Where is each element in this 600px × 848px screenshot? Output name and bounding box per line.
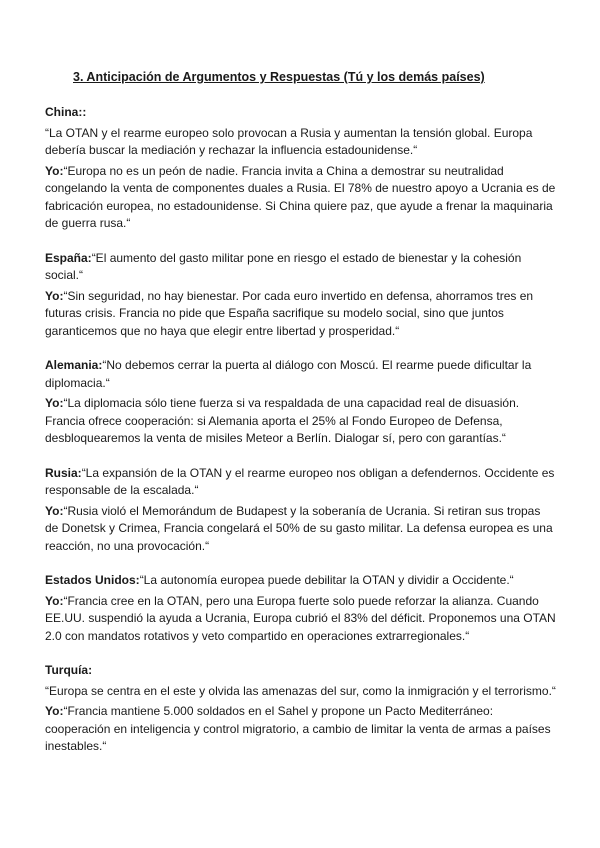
reply-label: Yo: (45, 704, 64, 718)
country-name: Turquía: (45, 663, 93, 677)
reply-text: “Sin seguridad, no hay bienestar. Por cada euro invertido en defensa, ahorramos tres en futuras crisis. Francia no pide que España sacrifique su modelo social, sino que juntos garanticemos que no haya que elegir entre libertad y prosperidad.“ (45, 288, 534, 338)
country-block-china (45, 104, 557, 233)
country-block-estados-unidos (45, 572, 557, 645)
reply-text: “Europa no es un peón de nadie. Francia invita a China a demostrar su neutralidad congelando la venta de componentes duales a Rusia. El 78% de nuestro apoyo a Ucrania es de fabricación europea, no estadounidense. Si China quiere paz, que ayude a frenar la maquinaria de guerra rusa.“ (45, 163, 556, 230)
country-block-alemania (45, 357, 557, 448)
country-statement: “No debemos cerrar la puerta al diálogo con Moscú. El rearme puede dificultar la diplomacia.“ (45, 358, 532, 390)
reply-text: “Francia mantiene 5.000 soldados en el Sahel y propone un Pacto Mediterráneo: cooperación en inteligencia y control migratorio, a cambio de limitar la venta de armas a países inestables.“ (45, 704, 551, 753)
country-label (45, 662, 557, 680)
reply (45, 288, 557, 341)
country-statement-line (45, 572, 557, 590)
reply (45, 503, 557, 556)
country-statement-line (45, 357, 557, 392)
country-name: España: (45, 250, 92, 265)
country-block-espana (45, 250, 557, 341)
country-statement: “Europa se centra en el este y olvida las amenazas del sur, como la inmigración y el terrorismo.“ (45, 683, 556, 698)
country-block-rusia (45, 465, 557, 556)
country-statement-line (45, 250, 557, 285)
reply-label: Yo: (45, 288, 64, 303)
reply-label: Yo: (45, 163, 64, 178)
reply (45, 703, 557, 756)
country-name: Estados Unidos: (45, 573, 140, 587)
country-block-turquia (45, 662, 557, 756)
reply-label: Yo: (45, 593, 64, 608)
country-label (45, 104, 557, 122)
reply-text: “Rusia violó el Memorándum de Budapest y la soberanía de Ucrania. Si retiran sus tropas de Donetsk y Crimea, Francia congelará el 50% de su gasto militar. La defensa europea es una reacción, no una provocación.“ (45, 503, 553, 553)
reply (45, 395, 557, 448)
section-heading: 3. Anticipación de Argumentos y Respuestas (Tú y los demás países) (73, 70, 485, 84)
reply-label: Yo: (45, 503, 64, 518)
country-statement: “El aumento del gasto militar pone en riesgo el estado de bienestar y la cohesión social.“ (45, 250, 522, 282)
country-name-extra-colon: : (82, 105, 87, 119)
country-statement: “La autonomía europea puede debilitar la OTAN y dividir a Occidente.“ (139, 573, 514, 587)
country-statement: “La expansión de la OTAN y el rearme europeo nos obligan a defendernos. Occidente es responsable de la escalada.“ (45, 465, 555, 497)
country-name: Rusia: (45, 465, 82, 480)
country-statement-line (45, 465, 557, 500)
reply-text: “La diplomacia sólo tiene fuerza si va respaldada de una capacidad real de disuasión. Francia ofrece cooperación: si Alemania aporta el 25% al Fondo Europeo de Defensa, desbloquearemos la venta de misiles Meteor a Berlín. Dialogar sí, pero con garantías.“ (45, 396, 520, 445)
reply-text: “Francia cree en la OTAN, pero una Europa fuerte solo puede reforzar la alianza. Cuando EE.UU. suspendió la ayuda a Ucrania, Europa cubrió el 83% del déficit. Proponemos una OTAN 2.0 con mandatos rotativos y veto compartido en operaciones extrarregionales.“ (45, 593, 556, 643)
reply (45, 163, 557, 233)
country-name: China: (45, 105, 83, 119)
reply (45, 593, 557, 646)
document-page (45, 68, 557, 773)
country-statement: “La OTAN y el rearme europeo solo provocan a Rusia y aumentan la tensión global. Europa debería buscar la mediación y rechazar la influencia estadounidense.“ (45, 125, 533, 157)
country-name: Alemania: (45, 358, 103, 372)
reply-label: Yo: (45, 396, 64, 410)
